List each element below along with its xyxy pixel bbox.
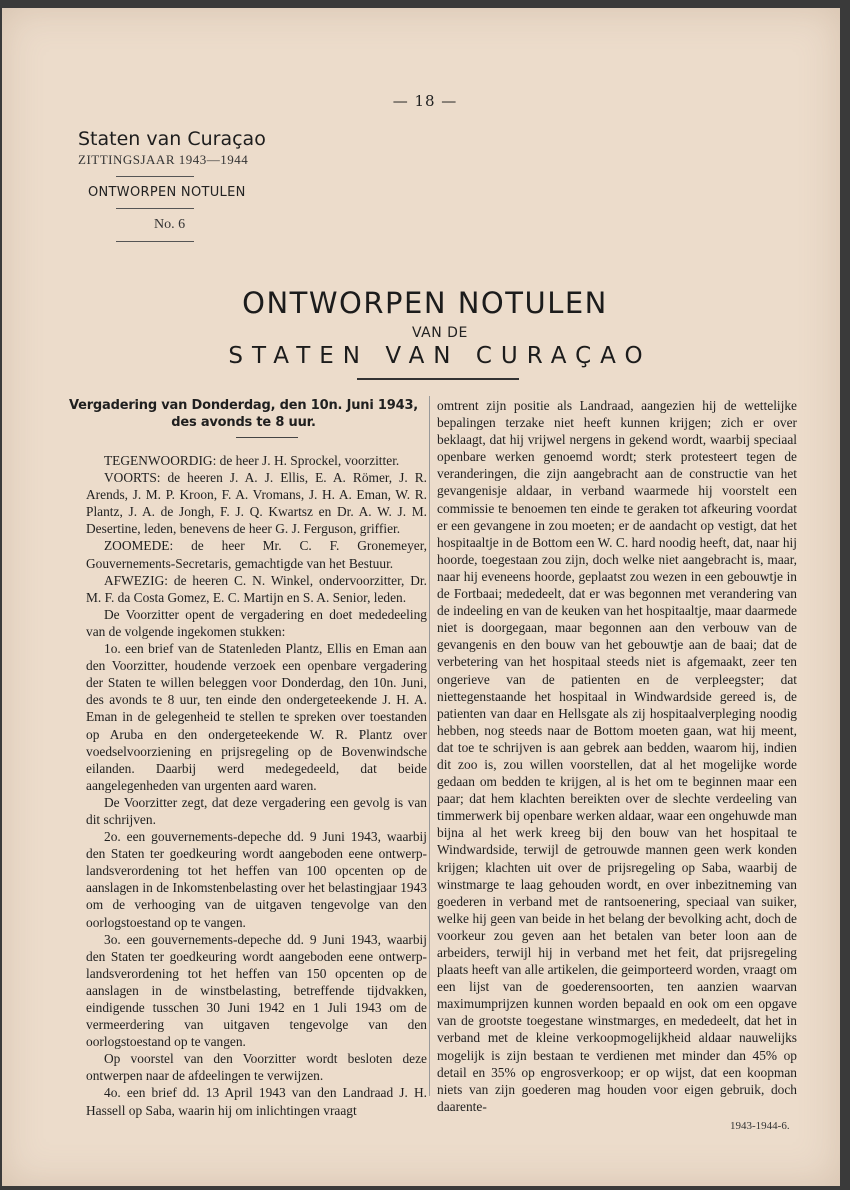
divider [116, 176, 194, 177]
page-number: — 18 — [392, 92, 458, 110]
paragraph: TEGENWOORDIG: de heer J. H. Sprockel, voorzitter. [104, 453, 400, 468]
paragraph: 2o. een gouvernements-depeche dd. 9 Juni 1943, waarbij den Staten ter goedkeuring wordt aangeboden eene ontwerp-landsverordening tot het heffen van 100 opcenten op de aanslagen in de Inkomstenbelasting over het belastingjaar 1943 om de verhooging van de uitgaven tengevolge van den oorlogstoestand op te vangen. [86, 829, 427, 930]
paragraph: AFWEZIG: de heeren C. N. Winkel, ondervoorzitter, Dr. M. F. da Costa Gomez, E. C. Martijn en S. A. Senior, leden. [86, 572, 427, 605]
right-column [437, 397, 797, 1115]
paragraph: Op voorstel van den Voorzitter wordt besloten deze ontwerpen naar de afdeelingen te verwijzen. [86, 1051, 427, 1084]
main-title: ONTWORPEN NOTULEN [242, 286, 608, 320]
paragraph: omtrent zijn positie als Landraad, aangezien hij de wettelijke bepalingen terzake niet heeft kunnen krijgen; zich er over beklaagt, dat hij vrijwel nergens in gekend wordt, waarbij speciaal openbare werken genoemd wordt; sterk protesteert tegen de veranderingen, die zijn aangebracht aan de constructie van het gevangenisje aldaar, in verband waarmede hij voorstelt een commissie te benoemen ten einde te geraken tot afkeuring voordat er een gevangene in zou moeten; er de aandacht op vestigt, dat het hospitaaltje in de Bottom een W. C. hard noodig heeft, dat, naar hij hoorde, toegestaan zou zijn, doch welke niet aangebracht is, maar, naar hij eveneens hoorde, geplaatst zou wezen in een gebouwtje in de Fortbaai; mededeelt, dat er was begonnen met verandering van de indeeling en van de keuken van het hospitaaltje, maar daarmede niet is doorgegaan, maar begonnen aan den verbouw van de gevangenis en den bouw van het gebouwtje aan de baai; dat de verbetering van het hospitaal steeds niet is afgemaakt, zeer ten ongerieve van de patienten en de verpleegster; dat niettegenstaande het hospitaal in Windwardside gereed is, de patienten van daar en Hellsgate als zij hospitaalverpleging noodig hebben, nog steeds naar de Bottom moeten gaan, wat hij meent, dat toe te schrijven is aan gebrek aan bedden, waarom hij, indien dit zoo is, zou willen voorstellen, dat al het mogelijke worde gedaan om bedden te krijgen, al is het om te beginnen maar een paar; dat hem klachten bereikten over de slechte verdeeling van timmerwerk bij openbare werken aldaar, waar een ongehuwde man bijna al het werk kreeg bij den bouw van het hospitaal te Windwardside, terwijl de getrouwde mannen geen werk konden krijgen; klachten uit over de prijsregeling op Saba, waarbij de winstmarge te laag gehouden wordt, en over inbezitneming van goederen in verband met de rantsoenering, speciaal van suiker, welke hij geen van beide in het belang der bevolking acht, doch de voorkeur zou geven aan het betalen van beter loon aan de arbeiders, terwijl hij in verband met het feit, dat prijsregeling plaats heeft van alle artikelen, die geimporteerd worden, vraagt om een lijst van de goederensoorten, ten aanzien waarvan maximumprijzen kunnen worden bepaald en ook om een opgave van de grootste toegestane winstmarges, en mededeelt, dat het in verband met de kleine verkoopmogelijkheid aldaar nauwelijks mogelijk is zijn bestaan te verdienen met minder dan 45% op detail en 35% op engrosverkoop; er op wijst, dat een koopman niets van zijn goederen mag houden voor eigen gebruik, doch daarente- [437, 398, 797, 1114]
main-title-institution: STATEN VAN CURAÇAO [228, 343, 652, 369]
paragraph: 4o. een brief dd. 13 April 1943 van den Landraad J. H. Hassell op Saba, waarin hij om inlichtingen vraagt [86, 1085, 427, 1118]
paragraph: 1o. een brief van de Statenleden Plantz, Ellis en Eman aan den Voorzitter, houdende verzoek een openbare vergadering der Staten te willen beleggen voor Donderdag, den 10n. Juni, des avonds te 8 uur, ten einde den ondergeteekende J. H. A. Eman in de gelegenheid te stellen te spreken over toestanden op Aruba en den ondergeteekende W. R. Plantz over voedselvoorziening en prijsregeling op de Bovenwindsche eilanden. Daarbij werd medegedeeld, dat beide aangelegenheden van urgenten aard waren. [86, 641, 427, 793]
paragraph: De Voorzitter opent de vergadering en doet mededeeling van de volgende ingekomen stukken: [86, 606, 427, 639]
divider [116, 241, 194, 242]
divider [116, 208, 194, 209]
footer-code: 1943-1944-6. [730, 1120, 790, 1132]
paragraph: 3o. een gouvernements-depeche dd. 9 Juni 1943, waarbij den Staten ter goedkeuring wordt aangeboden eene ontwerp-landsverordening tot het heffen van 150 opcenten op de aanslagen in de winstbelasting, betreffende tijdvakken, eindigende tusschen 30 Juni 1942 en 1 Juli 1943 om de vermeerdering van uitgaven tengevolge van den oorlogstoestand op te vangen. [86, 931, 427, 1050]
section-label: ONTWORPEN NOTULEN [88, 185, 246, 200]
main-title-connector: VAN DE [412, 325, 468, 341]
session-year: ZITTINGSJAAR 1943—1944 [78, 152, 249, 167]
masthead [78, 128, 278, 250]
column-divider [429, 396, 430, 1096]
masthead-title: Staten van Curaçao [78, 128, 266, 150]
paragraph: ZOOMEDE: de heer Mr. C. F. Gronemeyer, Gouvernements-Secretaris, gemachtigde van het Bestuur. [86, 538, 427, 571]
divider [236, 437, 298, 438]
meeting-heading: Vergadering van Donderdag, den 10n. Juni 1943, des avonds te 8 uur. [68, 398, 419, 430]
title-rule [357, 378, 519, 380]
left-column [68, 397, 427, 1119]
issue-number: No. 6 [154, 217, 186, 232]
paragraph: De Voorzitter zegt, dat deze vergadering een gevolg is van dit schrijven. [86, 794, 427, 827]
paragraph: VOORTS: de heeren J. A. J. Ellis, E. A. Römer, J. R. Arends, J. M. P. Kroon, F. A. Vromans, J. H. A. Eman, W. R. Plantz, J. A. de Jongh, F. J. Q. Kwartsz en Dr. A. W. J. M. Desertine, leden, benevens de heer G. J. Ferguson, griffier. [86, 470, 427, 537]
